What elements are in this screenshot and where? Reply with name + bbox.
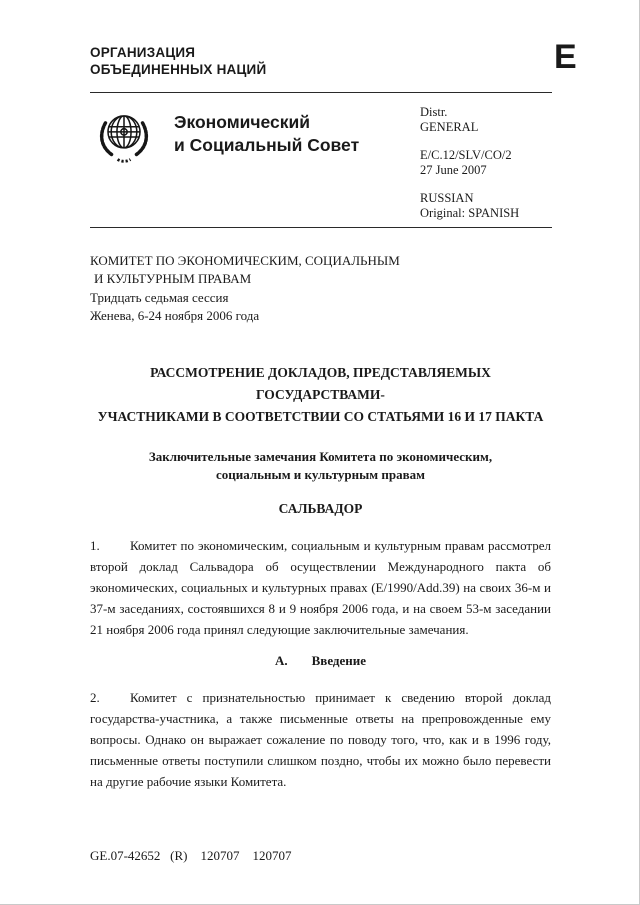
un-emblem-icon <box>92 105 156 169</box>
document-title-line1: РАССМОТРЕНИЕ ДОКЛАДОВ, ПРЕДСТАВЛЯЕМЫХ ГОСУДАРСТВАМИ- <box>150 365 491 402</box>
org-name-line2: ОБЪЕДИНЕННЫХ НАЦИЙ <box>90 62 267 77</box>
document-date: 27 June 2007 <box>420 163 487 177</box>
document-letter: E <box>554 38 577 76</box>
document-title-line2: УЧАСТНИКАМИ В СООТВЕТСТВИИ СО СТАТЬЯМИ 16 И 17 ПАКТА <box>97 409 544 424</box>
language: RUSSIAN <box>420 191 474 205</box>
distr-label: Distr. <box>420 105 448 119</box>
document-symbol: E/C.12/SLV/CO/2 <box>420 148 512 162</box>
paragraph-1 <box>90 535 551 640</box>
footer-reference: GE.07-42652 (R) 120707 120707 <box>90 848 292 863</box>
paragraph-2 <box>90 687 551 792</box>
document-subtitle-line1: Заключительные замечания Комитета по экономическим, <box>148 449 493 464</box>
paragraph-1-number: 1. <box>90 538 100 553</box>
symbol-group <box>420 148 519 178</box>
document-subtitle <box>90 448 551 484</box>
header-top <box>90 0 551 78</box>
council-name-line1: Экономический <box>174 112 311 132</box>
org-name-line1: ОРГАНИЗАЦИЯ <box>90 45 196 60</box>
paragraph-2-text: Комитет с признательностью принимает к сведению второй доклад государства-участника, а также письменные ответы на препровожденные ему вопросы. Однако он выражает сожаление по поводу того, что, как и в 1996 году, письменные ответы поступили слишком поздно, чтобы их можно было перевести на другие рабочие языки Комитета. <box>90 690 551 789</box>
council-name-line2: и Социальный Совет <box>174 135 360 155</box>
document-title <box>90 362 551 428</box>
language-group <box>420 191 519 221</box>
section-a-title: Введение <box>311 653 367 668</box>
venue-info: Женева, 6-24 ноября 2006 года <box>90 307 260 323</box>
distribution-block <box>420 105 519 234</box>
council-name <box>174 111 359 157</box>
committee-name-line1: КОМИТЕТ ПО ЭКОНОМИЧЕСКИМ, СОЦИАЛЬНЫМ <box>90 253 400 268</box>
committee-block <box>90 252 551 324</box>
original-language: Original: SPANISH <box>420 206 520 220</box>
committee-name-line2: И КУЛЬТУРНЫМ ПРАВАМ <box>94 270 252 286</box>
country-heading: САЛЬВАДОР <box>278 501 363 516</box>
distr-group <box>420 105 519 135</box>
document-subtitle-line2: социальным и культурным правам <box>216 467 425 482</box>
header-middle <box>90 103 551 220</box>
paragraph-2-number: 2. <box>90 690 100 705</box>
org-name <box>90 44 551 78</box>
session-info: Тридцать седьмая сессия <box>90 290 229 305</box>
section-a-heading <box>90 653 551 669</box>
paragraph-1-text: Комитет по экономическим, социальным и культурным правам рассмотрел второй доклад Сальвадора об осуществлении Международного пакта об экономических, социальных и культурных правах (E/1990/Add.39) на своих 36-м и 37-м заседаниях, состоявшихся 8 и 9 ноября 2006 года, и на своем 53-м заседании 21 ноября 2006 года принял следующие заключительные замечания. <box>90 538 551 637</box>
header-divider-top <box>90 92 552 93</box>
section-a-letter: A. <box>274 653 288 668</box>
distr-value: GENERAL <box>420 120 479 134</box>
